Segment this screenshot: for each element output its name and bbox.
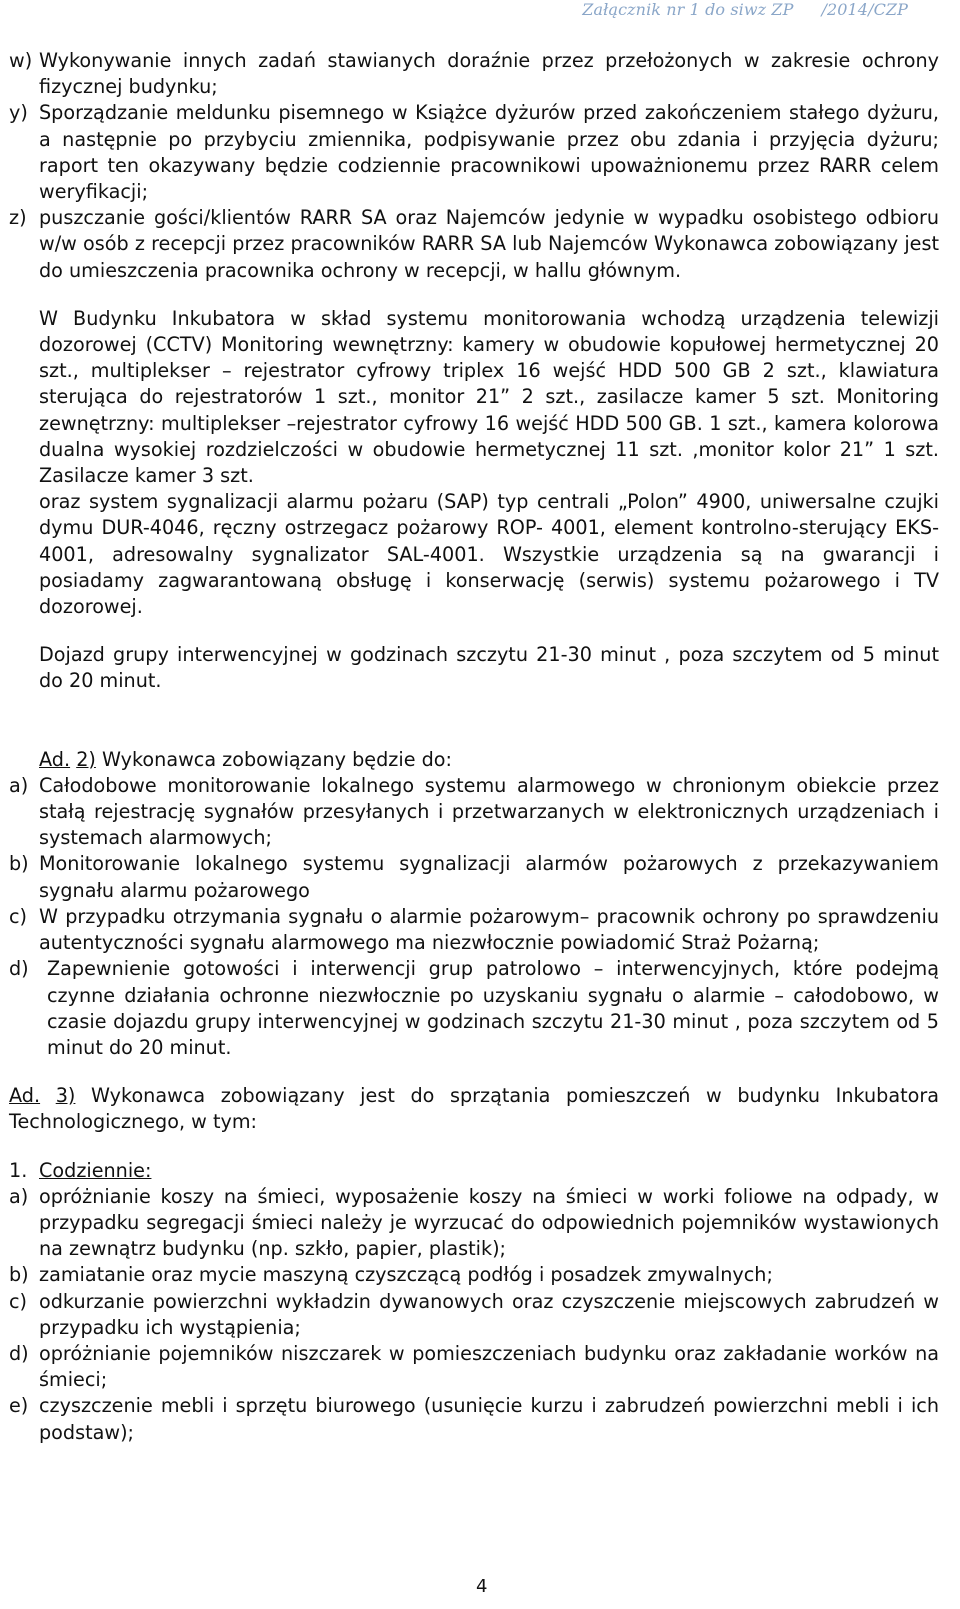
- list-label: c): [9, 904, 28, 928]
- list-item: [9, 205, 939, 284]
- list-item: [9, 100, 939, 205]
- document-body: [9, 48, 939, 1446]
- ad3-heading: [9, 1083, 939, 1135]
- list-text: Całodobowe monitorowanie lokalnego systemu alarmowego w chronionym obiekcie przez stałą rejestrację sygnałów przesyłanych i przetwarzanych w elektronicznych urządzeniach i systemach alarmowych;: [39, 773, 939, 850]
- list-label: z): [9, 206, 27, 230]
- list-label: b): [9, 852, 29, 876]
- ad2-heading: [9, 747, 939, 773]
- list-text: Sporządzanie meldunku pisemnego w Książce dyżurów przed zakończeniem stałego dyżuru, a następnie po przybyciu zmiennika, podpisywanie przez obu zdania i przyjęcia dyżuru; raport ten okazywany będzie codziennie pracownikowi upoważnionemu przez RARR celem weryfikacji;: [39, 101, 939, 204]
- list-text: puszczanie gości/klientów RARR SA oraz Najemców jedynie w wypadku osobistego odbioru w/w osób z recepcji przez pracowników RARR SA lub Najemców Wykonawca zobowiązany jest do umieszczenia pracownika ochrony w recepcji, w hallu głównym.: [39, 206, 939, 282]
- list-text: czyszczenie mebli i sprzętu biurowego (usunięcie kurzu i zabrudzeń powierzchni mebli i ich podstaw);: [39, 1394, 939, 1444]
- daily-num: 1.: [9, 1158, 28, 1182]
- list-item: [9, 1393, 939, 1445]
- list-text: opróżnianie koszy na śmieci, wyposażenie koszy na śmieci w worki foliowe na odpady, w przypadku segregacji śmieci należy je wyrzucać do odpowiednich pojemników wystawionych na zewnątrz budynku (np. szkło, papier, plastik);: [39, 1184, 939, 1261]
- ad3-num: 3): [55, 1084, 76, 1108]
- list-item: [9, 956, 939, 1061]
- list-label: c): [9, 1289, 28, 1313]
- list-text: W przypadku otrzymania sygnału o alarmie pożarowym– pracownik ochrony po sprawdzeniu autentyczności sygnału alarmowego ma niezwłocznie powiadomić Straż Pożarną;: [39, 904, 939, 955]
- header-left: Załącznik nr 1 do siwz ZP: [582, 0, 794, 19]
- list-item: [9, 1262, 939, 1288]
- list-label: a): [9, 1184, 29, 1208]
- list-item: [9, 851, 939, 903]
- list-label: b): [9, 1263, 29, 1287]
- monitoring-paragraph: W Budynku Inkubatora w skład systemu monitorowania wchodzą urządzenia telewizji dozorowej (CCTV) Monitoring wewnętrzny: kamery w obudowie kopułowej hermetycznej 20 szt., multiplekser – rejestrator cyfrowy triplex 16 wejść HDD 500 GB 2 szt., klawiatura sterująca do rejestratorów 1 szt., monitor 21” 2 szt., zasilacze kamer 5 szt. Monitoring zewnętrzny: multiplekser –rejestrator cyfrowy 16 wejść HDD 500 GB. 1 szt., kamera kolorowa dualna wysokiej rozdzielczości w obudowie hermetycznej 11 szt. ,monitor kolor 21” 1 szt. Zasilacze kamer 3 szt.: [39, 306, 939, 488]
- list-label: e): [9, 1394, 29, 1418]
- daily-title: Codziennie:: [39, 1158, 152, 1182]
- header-right: /2014/CZP: [821, 0, 908, 19]
- ad3-ad: Ad.: [9, 1084, 41, 1108]
- list-item: [9, 48, 939, 100]
- ad2-ad: Ad.: [39, 747, 71, 771]
- list-item: [9, 904, 939, 956]
- list-label: d): [9, 1341, 29, 1365]
- list-text: odkurzanie powierzchni wykładzin dywanowych oraz czyszczenie miejscowych zabrudzeń w przypadku ich wystąpienia;: [39, 1289, 939, 1339]
- list-text: Wykonywanie innych zadań stawianych doraźnie przez przełożonych w zakresie ochrony fizycznej budynku;: [39, 49, 939, 99]
- list-item: [9, 1184, 939, 1263]
- ad2-num: 2): [76, 747, 96, 771]
- dojazd-paragraph: Dojazd grupy interwencyjnej w godzinach szczytu 21-30 minut , poza szczytem od 5 minut do 20 minut.: [39, 643, 939, 693]
- list-label: a): [9, 773, 29, 797]
- ad2-title: Wykonawca zobowiązany będzie do:: [102, 747, 452, 771]
- fire-system-paragraph: oraz system sygnalizacji alarmu pożaru (SAP) typ centrali „Polon” 4900, uniwersalne czujki dymu DUR-4046, ręczny ostrzegacz pożarowy ROP- 4001, element kontrolno-sterujący EKS- 4001, adresowalny sygnalizator SAL-4001. Wszystkie urządzenia są na gwarancji i posiadamy zagwarantowaną obsługę i konserwację (serwis) systemu pożarowego i TV dozorowej.: [39, 490, 939, 619]
- list-text: zamiatanie oraz mycie maszyną czyszczącą podłóg i posadzek zmywalnych;: [39, 1263, 773, 1287]
- daily-heading: [9, 1158, 939, 1184]
- list-text: Zapewnienie gotowości i interwencji grup patrolowo – interwencyjnych, które podejmą czynne działania ochronne niezwłocznie po uzyskaniu sygnału o alarmie – całodobowo, w czasie dojazdu grupy interwencyjnej w godzinach szczytu 21-30 minut , poza szczytem od 5 minut do 20 minut.: [47, 957, 939, 1059]
- list-text: opróżnianie pojemników niszczarek w pomieszczeniach budynku oraz zakładanie worków na śmieci;: [39, 1341, 939, 1392]
- list-item: [9, 1341, 939, 1393]
- page-header: [582, 0, 908, 19]
- list-item: [9, 773, 939, 852]
- ad3-title: Wykonawca zobowiązany jest do sprzątania pomieszczeń w budynku Inkubatora Technologicznego, w tym:: [9, 1084, 940, 1134]
- page-number: 4: [476, 1576, 488, 1597]
- list-text: Monitorowanie lokalnego systemu sygnalizacji alarmów pożarowych z przekazywaniem sygnału alarmu pożarowego: [39, 852, 939, 902]
- list-label: y): [9, 101, 28, 125]
- list-item: [9, 1289, 939, 1341]
- list-label: w): [9, 49, 33, 72]
- list-label: d): [9, 957, 29, 981]
